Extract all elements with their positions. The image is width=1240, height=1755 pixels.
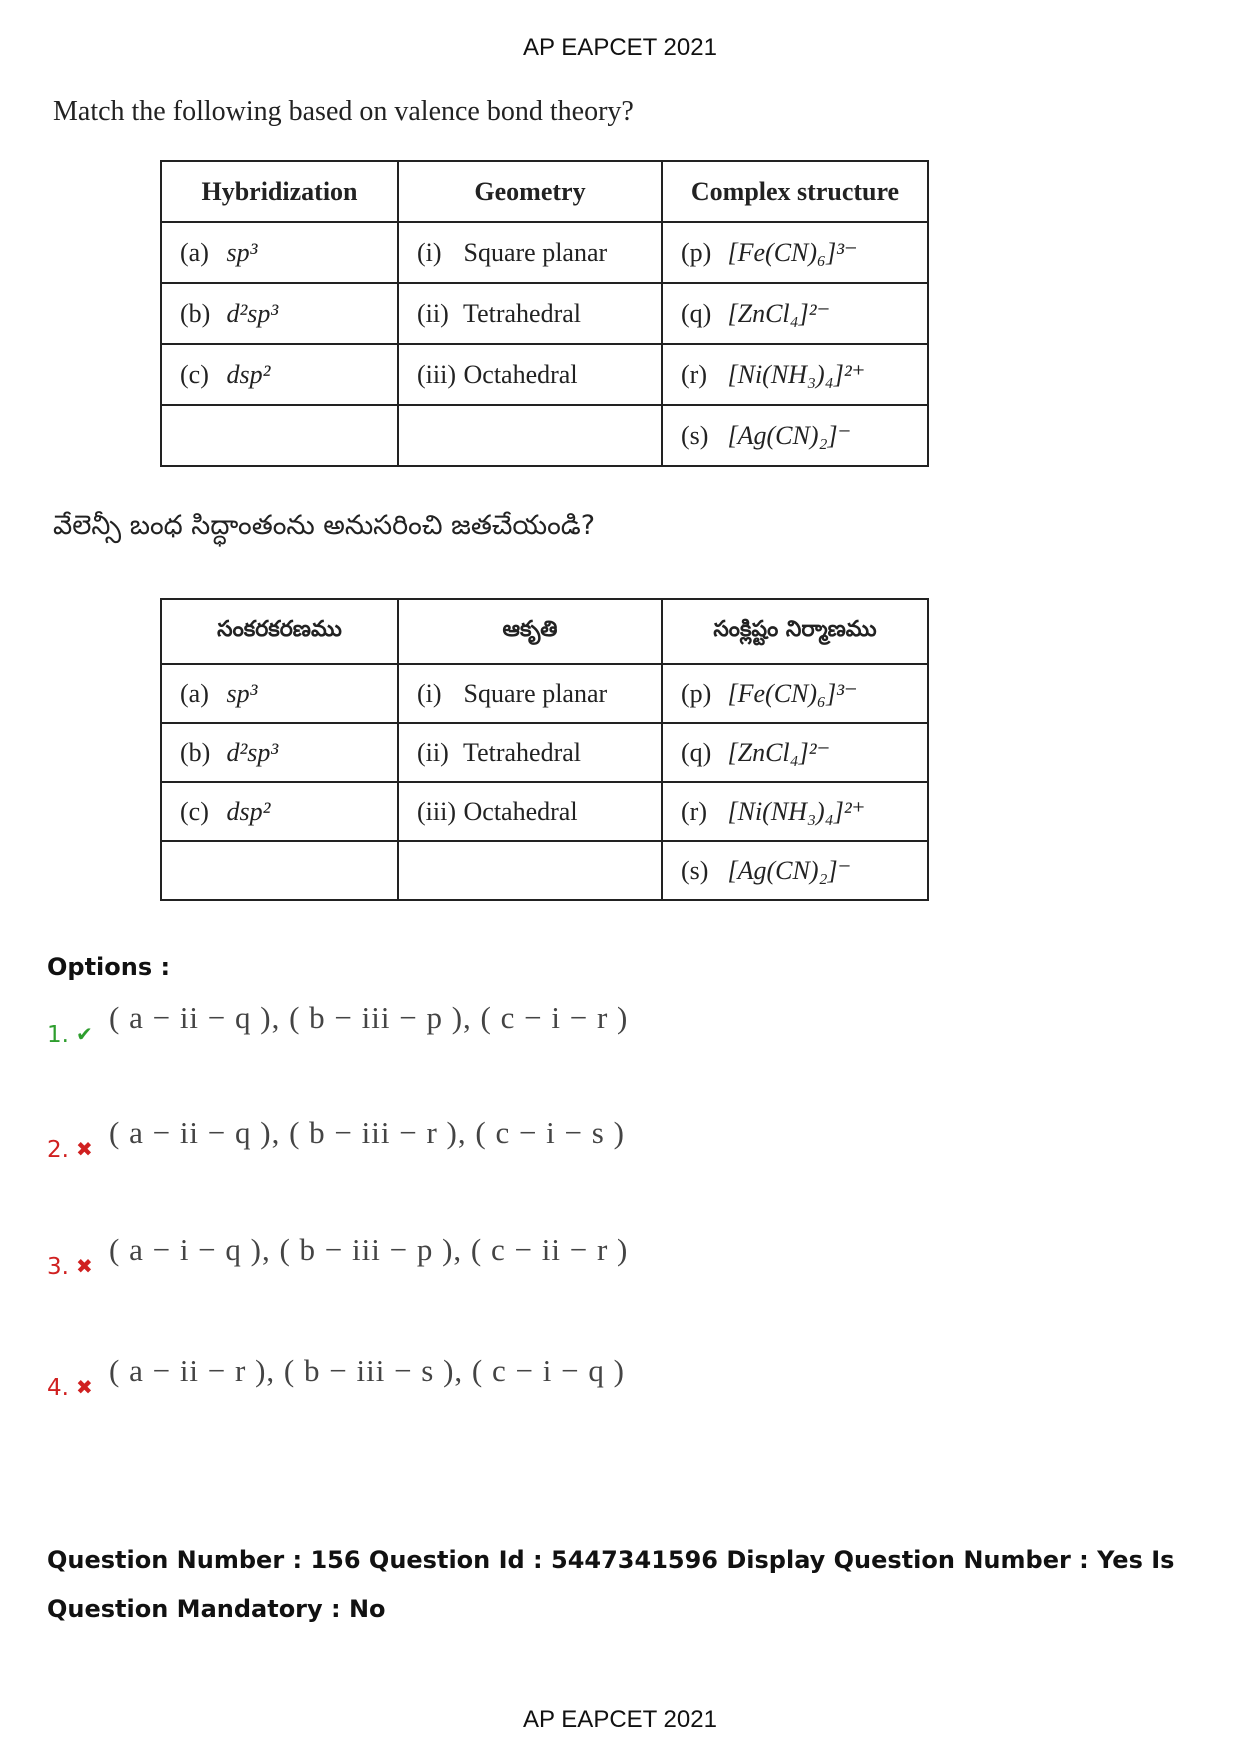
cell-complex (662, 222, 928, 283)
option-text: ( a − ii − q ), ( b − iii − p ), ( c − i − r ) (109, 1000, 629, 1035)
option-text: ( a − ii − r ), ( b − iii − s ), ( c − i − q ) (109, 1353, 625, 1388)
item-label: (s) (681, 420, 709, 450)
item-value: [ZnCl₄]²⁻ (727, 737, 831, 767)
item-value: [Ag(CN)₂]⁻ (727, 420, 852, 450)
item-value: Square planar (463, 237, 608, 267)
options-title: Options : (47, 953, 171, 981)
cell-complex (662, 664, 928, 723)
item-value: d²sp³ (226, 298, 279, 328)
cell-geometry (398, 222, 662, 283)
table-row (161, 841, 928, 900)
table-row (161, 664, 928, 723)
cell-hybridization (161, 664, 398, 723)
match-table-telugu (160, 598, 929, 901)
option-number: 1. (47, 1022, 69, 1048)
item-label: (b) (180, 737, 211, 767)
page-header: AP EAPCET 2021 (523, 34, 717, 61)
option-number: 3. (47, 1254, 69, 1280)
cell-geometry (398, 664, 662, 723)
cell-geometry (398, 344, 662, 405)
item-label: (q) (681, 737, 712, 767)
cell-geometry (398, 723, 662, 782)
header-hybridization-te: సంకరకరణము (161, 599, 398, 664)
item-value: dsp² (226, 796, 271, 826)
cell-hybridization (161, 782, 398, 841)
item-value: Octahedral (463, 796, 578, 826)
item-value: sp³ (226, 237, 258, 267)
item-label: (c) (180, 796, 209, 826)
item-label: (p) (681, 237, 712, 267)
item-value: d²sp³ (226, 737, 279, 767)
option-number: 4. (47, 1375, 69, 1401)
question-metadata: Question Number : 156 Question Id : 5447341596 Display Question Number : Yes Is Question Mandatory : No (47, 1546, 1175, 1623)
cross-icon: ✖ (76, 1137, 93, 1161)
item-label: (iii) (417, 796, 456, 826)
header-geometry: Geometry (398, 161, 662, 222)
item-label: (r) (681, 796, 707, 826)
item-label: (a) (180, 237, 209, 267)
cell-complex (662, 344, 928, 405)
table-row (161, 283, 928, 344)
table-header-row (161, 161, 928, 222)
header-complex-structure-te: సంక్లిష్టం నిర్మాణము (662, 599, 928, 664)
match-table-english (160, 160, 929, 467)
item-label: (q) (681, 298, 712, 328)
item-value: [Fe(CN)₆]³⁻ (727, 237, 858, 267)
item-label: (b) (180, 298, 211, 328)
item-label: (s) (681, 855, 709, 885)
cell-complex (662, 723, 928, 782)
item-label: (i) (417, 678, 442, 708)
item-value: [Ni(NH₃)₄]²⁺ (727, 359, 866, 389)
table-row (161, 405, 928, 466)
item-value: [Fe(CN)₆]³⁻ (727, 678, 858, 708)
item-value: [Ag(CN)₂]⁻ (727, 855, 852, 885)
cell-hybridization (161, 283, 398, 344)
option-number: 2. (47, 1137, 69, 1163)
question-text-english: Match the following based on valence bond theory? (53, 96, 634, 127)
item-value: Square planar (463, 678, 608, 708)
cell-geometry (398, 782, 662, 841)
header-geometry-te: ఆకృతి (398, 599, 662, 664)
question-text-telugu: వేలెన్సీ బంధ సిద్ధాంతంను అనుసరించి జతచేయండి? (53, 510, 596, 541)
cross-icon: ✖ (76, 1375, 93, 1399)
cell-complex (662, 283, 928, 344)
item-label: (r) (681, 359, 707, 389)
cell-hybridization (161, 841, 398, 900)
check-icon: ✔ (76, 1022, 93, 1046)
item-label: (p) (681, 678, 712, 708)
cross-icon: ✖ (76, 1254, 93, 1278)
header-complex-structure: Complex structure (662, 161, 928, 222)
item-value: [ZnCl₄]²⁻ (727, 298, 831, 328)
item-value: Tetrahedral (463, 737, 582, 767)
item-label: (c) (180, 359, 209, 389)
cell-hybridization (161, 222, 398, 283)
cell-hybridization (161, 405, 398, 466)
item-label: (i) (417, 237, 442, 267)
table-row (161, 222, 928, 283)
item-value: Octahedral (463, 359, 578, 389)
cell-complex (662, 841, 928, 900)
cell-geometry (398, 405, 662, 466)
item-value: Tetrahedral (463, 298, 582, 328)
item-label: (iii) (417, 359, 456, 389)
item-label: (ii) (417, 737, 449, 767)
option-text: ( a − ii − q ), ( b − iii − r ), ( c − i − s ) (109, 1115, 625, 1150)
table-row (161, 344, 928, 405)
cell-complex (662, 782, 928, 841)
item-value: dsp² (226, 359, 271, 389)
cell-geometry (398, 841, 662, 900)
page-footer: AP EAPCET 2021 (523, 1706, 717, 1733)
item-label: (a) (180, 678, 209, 708)
cell-geometry (398, 283, 662, 344)
cell-hybridization (161, 723, 398, 782)
option-text: ( a − i − q ), ( b − iii − p ), ( c − ii − r ) (109, 1232, 629, 1267)
cell-hybridization (161, 344, 398, 405)
cell-complex (662, 405, 928, 466)
table-header-row (161, 599, 928, 664)
item-value: [Ni(NH₃)₄]²⁺ (727, 796, 866, 826)
table-row (161, 723, 928, 782)
item-value: sp³ (226, 678, 258, 708)
table-row (161, 782, 928, 841)
header-hybridization: Hybridization (161, 161, 398, 222)
item-label: (ii) (417, 298, 449, 328)
